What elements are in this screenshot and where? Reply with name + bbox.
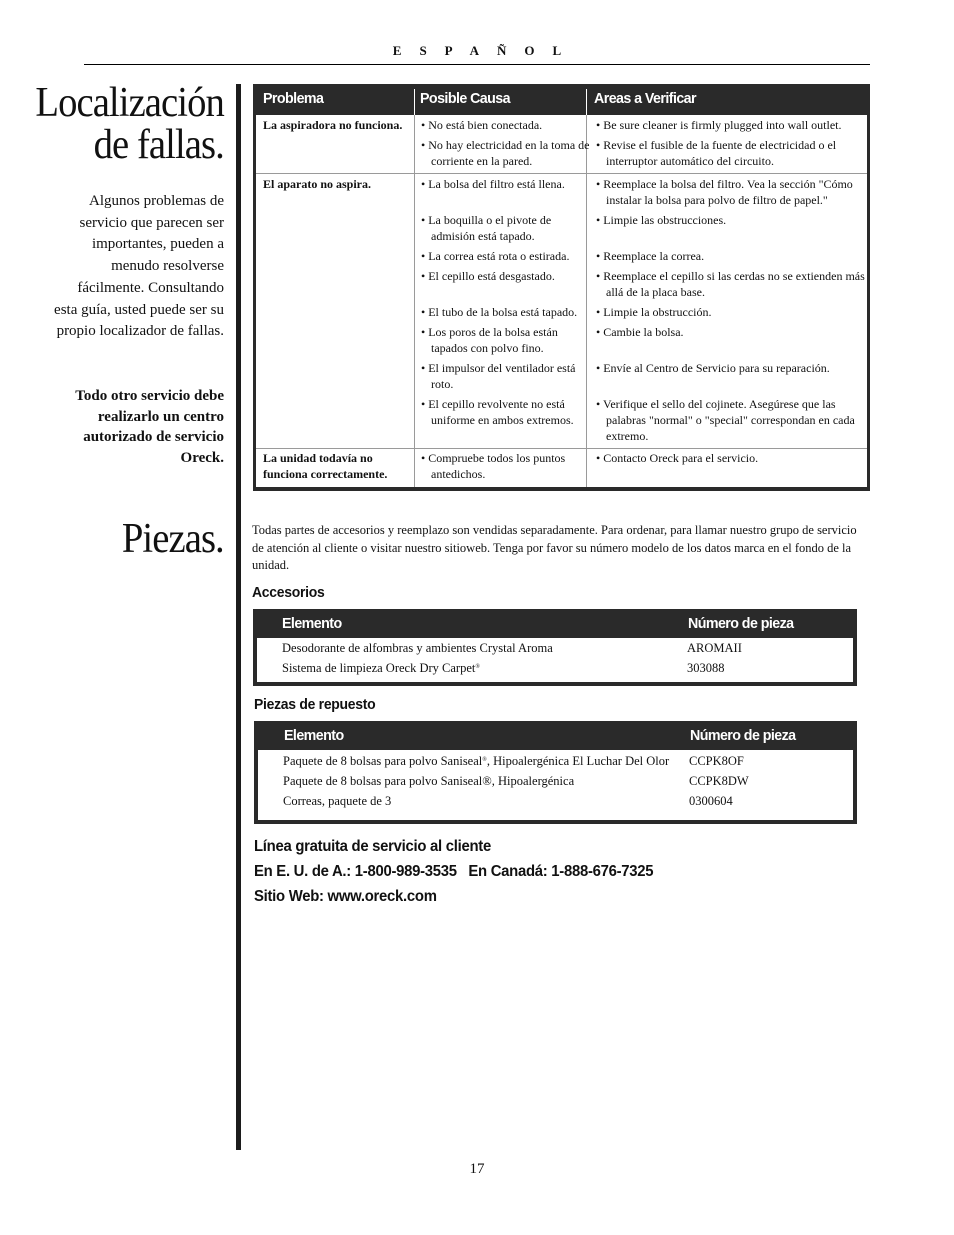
check-item: • Revise el fusible de la fuente de electricidad o el interruptor automático del circuito. bbox=[596, 138, 837, 168]
header-rule bbox=[84, 64, 870, 65]
us-phone: En E. U. de A.: 1-800-989-3535 bbox=[254, 863, 457, 880]
check-item: • Verifique el sello del cojinete. Asegúrese que las palabras "normal" o "special" correspondan en cada extremo. bbox=[596, 397, 855, 443]
accessories-label: Accesorios bbox=[252, 584, 325, 601]
parts-title: Piezas. bbox=[122, 516, 224, 562]
column-header-part-number: Número de pieza bbox=[688, 615, 794, 632]
check-item: • Limpie la obstrucción. bbox=[596, 305, 712, 319]
page-number: 17 bbox=[469, 1161, 485, 1177]
check-item: • Reemplace la bolsa del filtro. Vea la sección "Cómo instalar la bolsa para polvo de filtro de papel." bbox=[596, 177, 853, 207]
troubleshooting-note: Todo otro servicio debe realizarlo un centro autorizado de servicio Oreck. bbox=[75, 388, 224, 466]
language-header: ESPAÑOL bbox=[392, 43, 580, 58]
part-number: AROMAII bbox=[687, 641, 742, 655]
table-row: Sistema de limpieza Oreck Dry Carpet® bbox=[282, 661, 480, 675]
table-row: Paquete de 8 bolsas para polvo Saniseal®, Hipoalergénica bbox=[283, 774, 575, 788]
replacement-parts-label: Piezas de repuesto bbox=[254, 696, 376, 713]
check-item: • Limpie las obstrucciones. bbox=[596, 213, 727, 227]
column-header-problem: Problema bbox=[263, 90, 324, 107]
cause-item: • El tubo de la bolsa está tapado. bbox=[421, 305, 578, 319]
cause-item: • No está bien conectada. bbox=[421, 118, 543, 132]
vertical-divider-bar bbox=[236, 84, 241, 1150]
phone-numbers bbox=[254, 863, 653, 881]
check-item: • Envíe al Centro de Servicio para su reparación. bbox=[596, 361, 830, 375]
problem-cell: La aspiradora no funciona. bbox=[263, 118, 403, 132]
column-header-part-number: Número de pieza bbox=[690, 727, 796, 744]
cause-item: • Los poros de la bolsa están tapados con polvo fino. bbox=[421, 325, 558, 355]
cause-item: • La bolsa del filtro está llena. bbox=[421, 177, 565, 191]
replacement-parts-table bbox=[254, 721, 857, 824]
cause-item: • No hay electricidad en la toma de corriente en la pared. bbox=[421, 138, 590, 168]
table-row: Paquete de 8 bolsas para polvo Saniseal®, Hipoalergénica El Luchar Del Olor bbox=[283, 754, 670, 768]
troubleshooting-title bbox=[36, 82, 224, 166]
check-item: • Contacto Oreck para el servicio. bbox=[596, 451, 759, 465]
canada-phone: En Canadá: 1-888-676-7325 bbox=[468, 863, 654, 880]
cause-item: • La correa está rota o estirada. bbox=[421, 249, 570, 263]
cause-item: • El cepillo está desgastado. bbox=[421, 269, 555, 283]
cause-item: • El impulsor del ventilador está roto. bbox=[421, 361, 576, 391]
table-row: Correas, paquete de 3 bbox=[283, 794, 392, 808]
cause-item: • El cepillo revolvente no está uniforme en ambos extremos. bbox=[421, 397, 574, 427]
customer-service-label: Línea gratuita de servicio al cliente bbox=[254, 838, 491, 855]
column-header-check: Areas a Verificar bbox=[594, 90, 697, 107]
part-number: CCPK8DW bbox=[689, 774, 749, 788]
check-item: • Cambie la bolsa. bbox=[596, 325, 684, 339]
table-row: Desodorante de alfombras y ambientes Crystal Aroma bbox=[282, 641, 553, 655]
cause-item: • Compruebe todos los puntos antedichos. bbox=[421, 451, 566, 481]
accessories-table bbox=[253, 609, 857, 686]
troubleshooting-intro: Algunos problemas de servicio que parecen ser importantes, pueden a menudo resolverse fácilmente. Consultando esta guía, usted puede ser su propio localizador de fallas. bbox=[54, 193, 224, 340]
problem-cell: La unidad todavía no funciona correctamente. bbox=[263, 451, 388, 481]
troubleshooting-title-line2: de fallas. bbox=[93, 122, 224, 168]
part-number: 303088 bbox=[687, 661, 725, 675]
website-link[interactable]: Sitio Web: www.oreck.com bbox=[254, 888, 437, 905]
check-item: • Reemplace la correa. bbox=[596, 249, 705, 263]
check-item: • Be sure cleaner is firmly plugged into wall outlet. bbox=[596, 118, 842, 132]
part-number: 0300604 bbox=[689, 794, 733, 808]
troubleshooting-title-line1: Localización bbox=[35, 80, 224, 126]
table-header-row bbox=[256, 84, 867, 115]
troubleshooting-table bbox=[253, 84, 870, 491]
parts-intro: Todas partes de accesorios y reemplazo son vendidas separadamente. Para ordenar, para llamar nuestro grupo de servicio de atención al cliente o visitar nuestro sitioweb. Tenga por favor su número modelo de los datos marca en el fondo de la unidad. bbox=[252, 523, 857, 572]
problem-cell: El aparato no aspira. bbox=[263, 177, 372, 191]
part-number: CCPK8OF bbox=[689, 754, 744, 768]
column-header-item: Elemento bbox=[282, 615, 342, 632]
column-header-item: Elemento bbox=[284, 727, 344, 744]
check-item: • Reemplace el cepillo si las cerdas no se extienden más allá de la placa base. bbox=[596, 269, 865, 299]
cause-item: • La boquilla o el pivote de admisión está tapado. bbox=[421, 213, 552, 243]
column-header-cause: Posible Causa bbox=[420, 90, 511, 107]
